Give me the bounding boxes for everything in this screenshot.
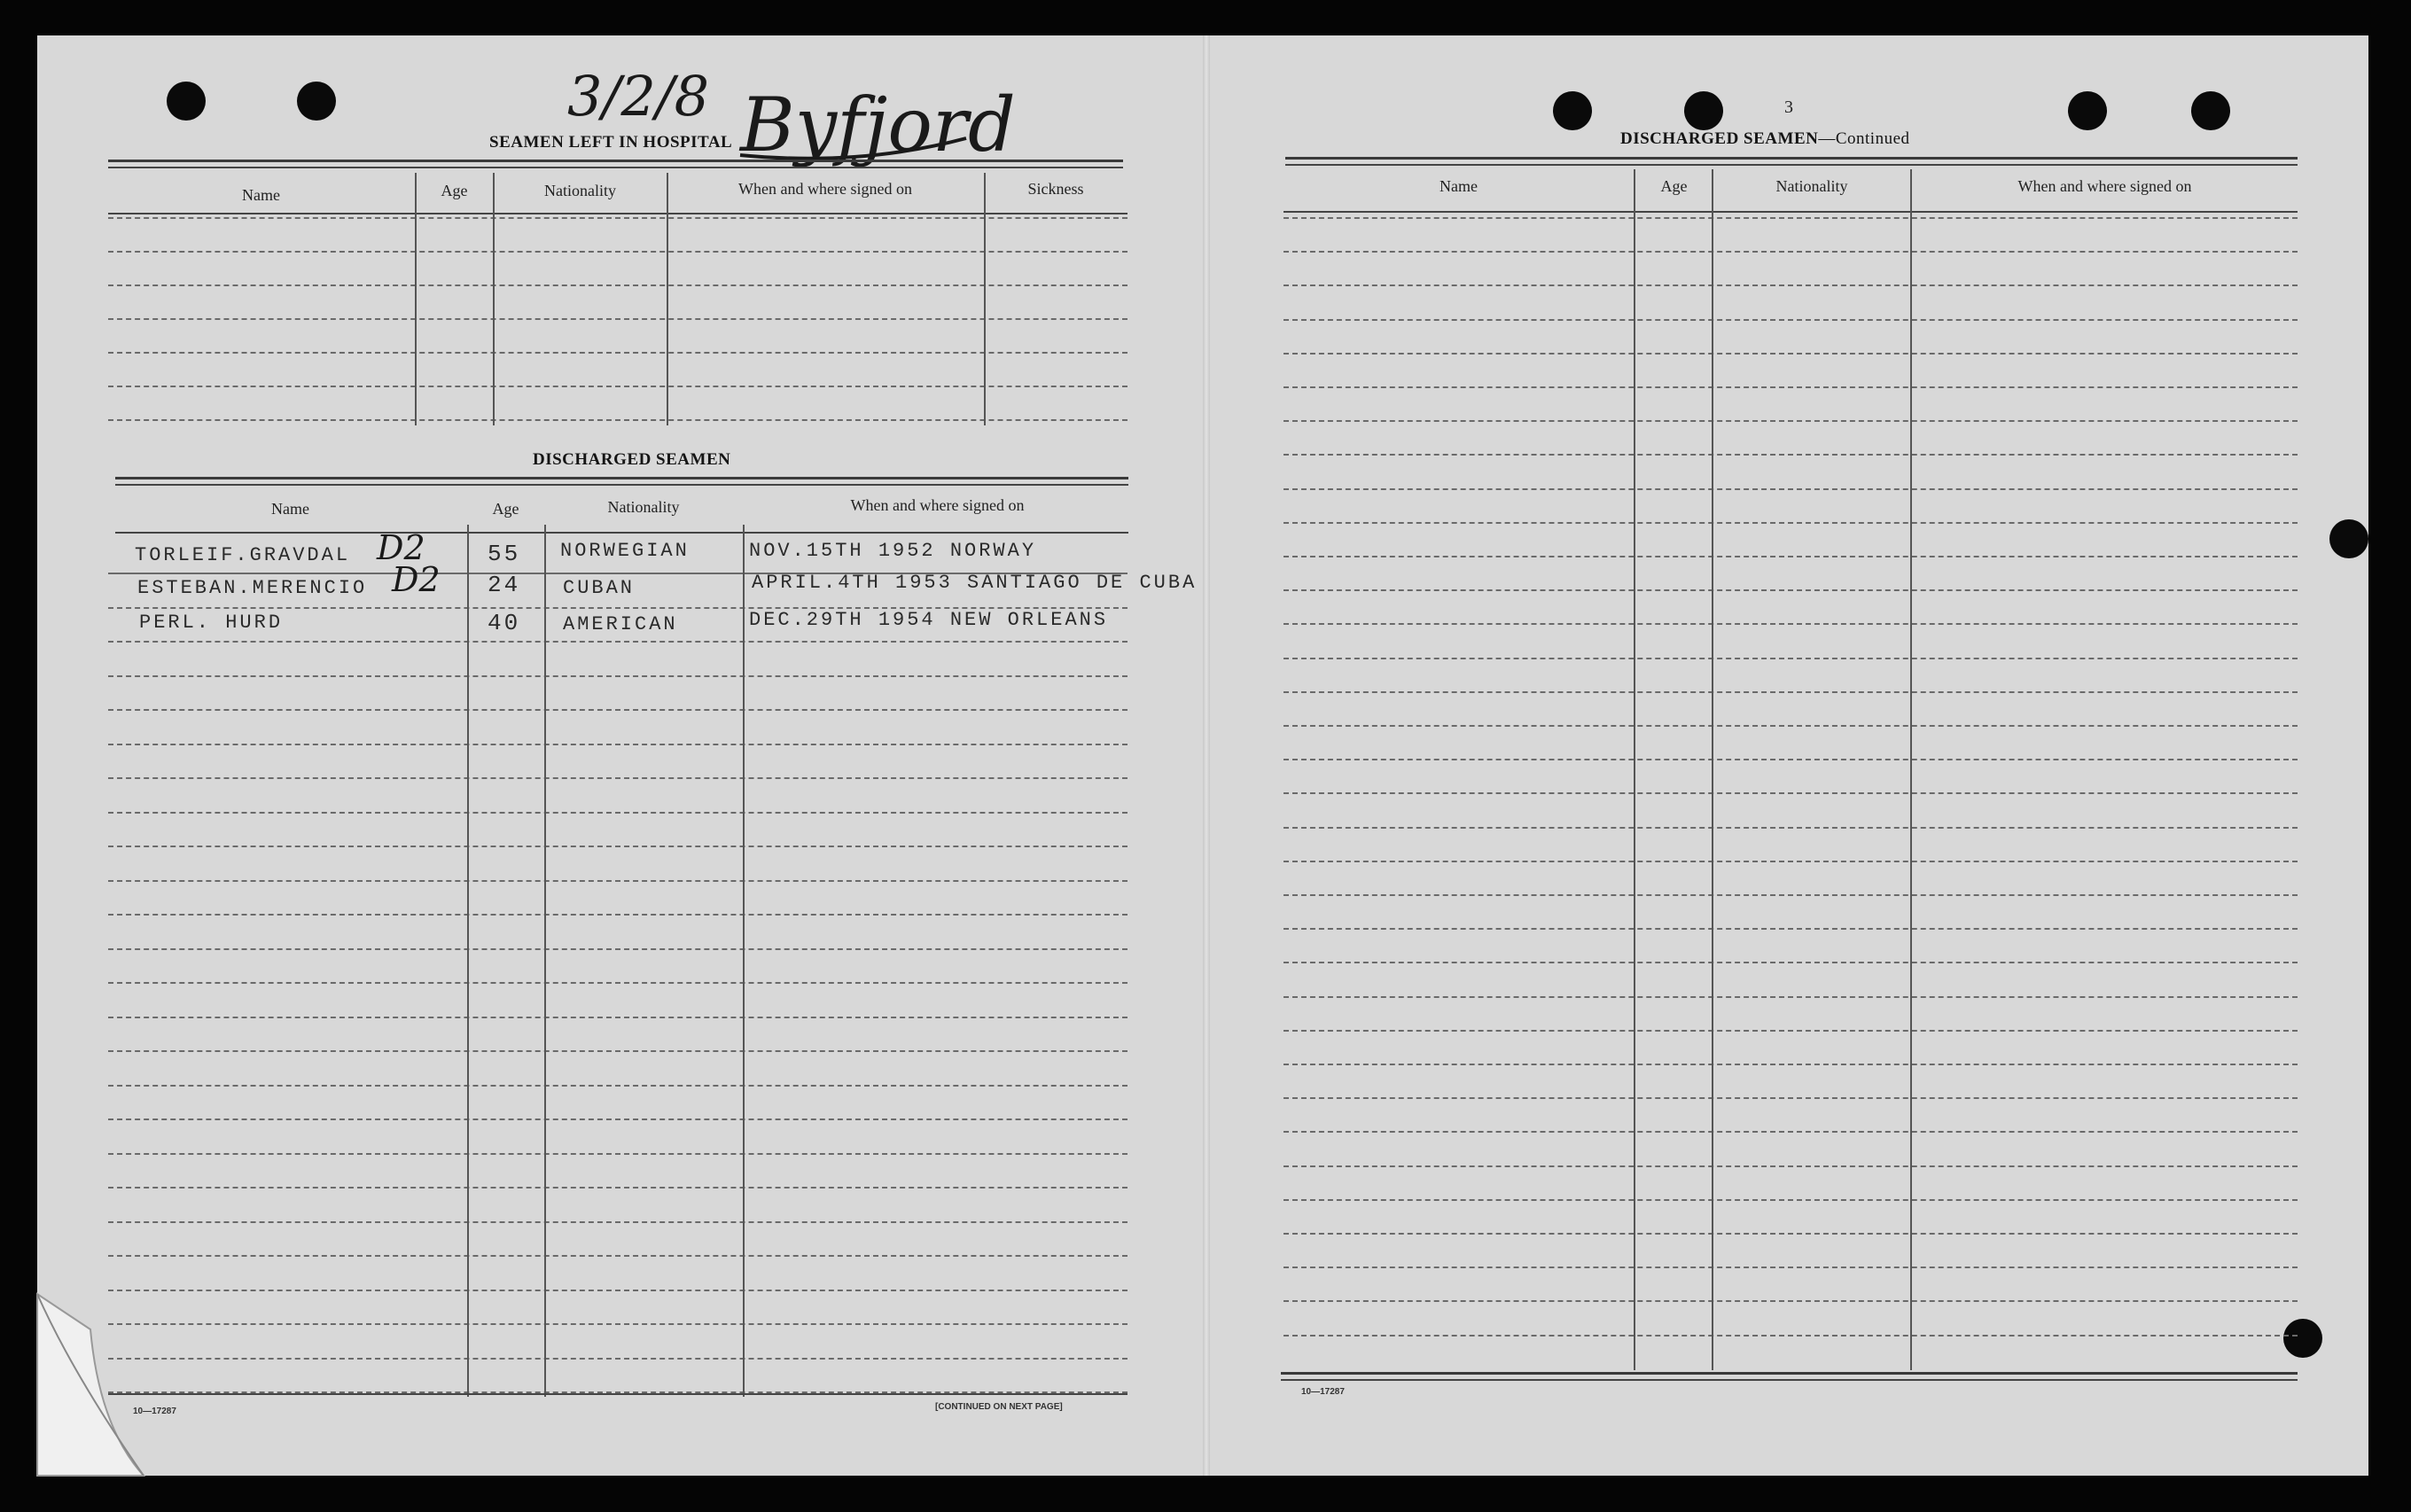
column-divider <box>743 525 745 1397</box>
column-divider <box>1634 169 1635 1370</box>
ruled-line <box>1284 522 2298 524</box>
hospital-title: SEAMEN LEFT IN HOSPITAL <box>489 133 733 152</box>
handwritten-mark: D2 <box>377 528 425 567</box>
table-bottom-rule <box>1281 1379 2298 1381</box>
ruled-line <box>1284 1131 2298 1133</box>
ruled-line <box>1284 589 2298 591</box>
seaman-signed-on: DEC.29TH 1954 NEW ORLEANS <box>749 609 1109 631</box>
column-header-signed-on: When and where signed on <box>2017 177 2192 195</box>
ruled-line <box>1284 996 2298 998</box>
handwritten-mark: D2 <box>392 560 441 599</box>
ruled-line <box>108 1255 1127 1257</box>
ruled-line <box>1284 251 2298 253</box>
ruled-line <box>1284 1199 2298 1201</box>
ruled-line <box>1284 1064 2298 1065</box>
ruled-line <box>108 318 1127 320</box>
column-divider <box>544 525 546 1397</box>
column-divider <box>1712 169 1713 1370</box>
column-header-age: Age <box>1660 177 1688 195</box>
ruled-line <box>1284 792 2298 794</box>
punch-hole <box>167 82 206 121</box>
column-divider <box>984 173 986 425</box>
ruled-line <box>108 812 1127 814</box>
svg-text:3/2/8: 3/2/8 <box>567 64 710 129</box>
ruled-line <box>1284 217 2298 219</box>
form-number: 10—17287 <box>1301 1387 1345 1397</box>
table-top-rule <box>108 160 1123 162</box>
page-curl <box>37 1294 144 1476</box>
column-header-name: Name <box>1440 177 1478 195</box>
svg-text:Byfjord: Byfjord <box>740 82 1016 168</box>
table-top-rule <box>1285 164 2298 166</box>
seaman-name: TORLEIF.GRAVDAL <box>135 544 351 566</box>
ruled-line <box>1284 1097 2298 1099</box>
table-top-rule <box>108 167 1123 168</box>
seaman-age: 24 <box>488 572 521 598</box>
seaman-name: PERL. HURD <box>139 612 284 634</box>
ruled-line <box>1284 1030 2298 1032</box>
title-continued: —Continued <box>1818 129 1910 148</box>
discharged-continued-title <box>1620 129 1910 149</box>
ruled-line <box>108 1358 1127 1360</box>
ruled-line <box>1284 861 2298 862</box>
ruled-line <box>1284 556 2298 557</box>
seaman-nationality: NORWEGIAN <box>560 540 690 562</box>
seaman-signed-on: APRIL.4TH 1953 SANTIAGO DE CUBA <box>752 572 1198 594</box>
seaman-nationality: AMERICAN <box>563 613 678 635</box>
ruled-line <box>1284 928 2298 930</box>
ruled-line <box>108 1323 1127 1325</box>
column-divider <box>467 525 469 1397</box>
ruled-line <box>1284 827 2298 829</box>
ruled-line <box>108 419 1127 421</box>
column-header-signed-on: When and where signed on <box>850 496 1025 514</box>
ruled-line <box>1284 386 2298 388</box>
column-header-nationality: Nationality <box>607 498 680 516</box>
seaman-signed-on: NOV.15TH 1952 NORWAY <box>749 540 1037 562</box>
column-divider <box>415 173 417 425</box>
seaman-nationality: CUBAN <box>563 577 636 599</box>
ruled-line <box>108 1118 1127 1120</box>
ruled-line <box>1284 691 2298 693</box>
ruled-line <box>108 352 1127 354</box>
ruled-line <box>1284 420 2298 422</box>
column-divider <box>1910 169 1912 1370</box>
column-header-nationality: Nationality <box>544 182 616 199</box>
header-rule <box>1284 211 2298 213</box>
ruled-line <box>1284 1300 2298 1302</box>
ruled-line <box>108 1050 1127 1052</box>
table-bottom-rule <box>108 1393 1127 1395</box>
punch-hole <box>2283 1319 2322 1358</box>
punch-hole <box>2068 91 2107 130</box>
ruled-line <box>108 641 1127 643</box>
ruled-line <box>108 709 1127 711</box>
title-text: DISCHARGED SEAMEN <box>1620 129 1819 148</box>
seaman-name: ESTEBAN.MERENCIO <box>137 577 368 599</box>
punch-hole <box>2329 519 2368 558</box>
ruled-line <box>108 251 1127 253</box>
ruled-line <box>1284 623 2298 625</box>
ruled-line <box>108 217 1127 219</box>
ruled-line <box>108 777 1127 779</box>
ruled-line <box>108 846 1127 847</box>
ruled-line <box>108 284 1127 286</box>
ruled-line <box>1284 725 2298 727</box>
ruled-line <box>108 948 1127 950</box>
header-rule <box>108 213 1127 214</box>
column-divider <box>493 173 495 425</box>
page-fold <box>1203 35 1210 1476</box>
seaman-age: 40 <box>488 610 521 636</box>
ruled-line <box>108 1085 1127 1087</box>
ruled-line <box>1284 284 2298 286</box>
seaman-age: 55 <box>488 541 521 567</box>
punch-hole <box>297 82 336 121</box>
discharged-title: DISCHARGED SEAMEN <box>533 450 731 469</box>
ruled-line <box>108 744 1127 745</box>
ruled-line <box>108 386 1127 387</box>
ruled-line <box>1284 1335 2298 1337</box>
ruled-line <box>108 1017 1127 1018</box>
ruled-line <box>1284 759 2298 760</box>
ruled-line <box>1284 962 2298 963</box>
form-number: 10—17287 <box>133 1407 176 1416</box>
ruled-line <box>1284 1233 2298 1235</box>
continued-note: [CONTINUED ON NEXT PAGE] <box>935 1402 1063 1412</box>
column-header-age: Age <box>441 182 468 199</box>
ruled-line <box>108 982 1127 984</box>
table-top-rule <box>115 484 1128 486</box>
ruled-line <box>108 1153 1127 1155</box>
ruled-line <box>1284 454 2298 456</box>
ruled-line <box>1284 319 2298 321</box>
header-rule <box>115 532 1128 534</box>
column-header-sickness: Sickness <box>1027 180 1084 198</box>
column-header-signed-on: When and where signed on <box>738 180 912 198</box>
column-header-name: Name <box>242 186 280 204</box>
ruled-line <box>1284 1165 2298 1167</box>
table-top-rule <box>115 477 1128 479</box>
ruled-line <box>1284 1266 2298 1268</box>
ruled-line <box>108 1187 1127 1189</box>
punch-hole <box>1553 91 1592 130</box>
ruled-line <box>1284 894 2298 896</box>
punch-hole <box>2191 91 2230 130</box>
ruled-line <box>1284 353 2298 355</box>
column-header-age: Age <box>492 500 519 518</box>
ruled-line <box>1284 488 2298 490</box>
punch-hole <box>1684 91 1723 130</box>
table-top-rule <box>1285 157 2298 160</box>
column-header-nationality: Nationality <box>1775 177 1848 195</box>
ruled-line <box>108 675 1127 677</box>
ruled-line <box>1284 658 2298 659</box>
ruled-line <box>108 1221 1127 1223</box>
column-divider <box>667 173 668 425</box>
table-bottom-rule <box>1281 1372 2298 1375</box>
ruled-line <box>108 1290 1127 1291</box>
page-number: 3 <box>1784 97 1793 117</box>
ruled-line <box>108 914 1127 916</box>
ruled-line <box>108 880 1127 882</box>
column-header-name: Name <box>271 500 309 518</box>
